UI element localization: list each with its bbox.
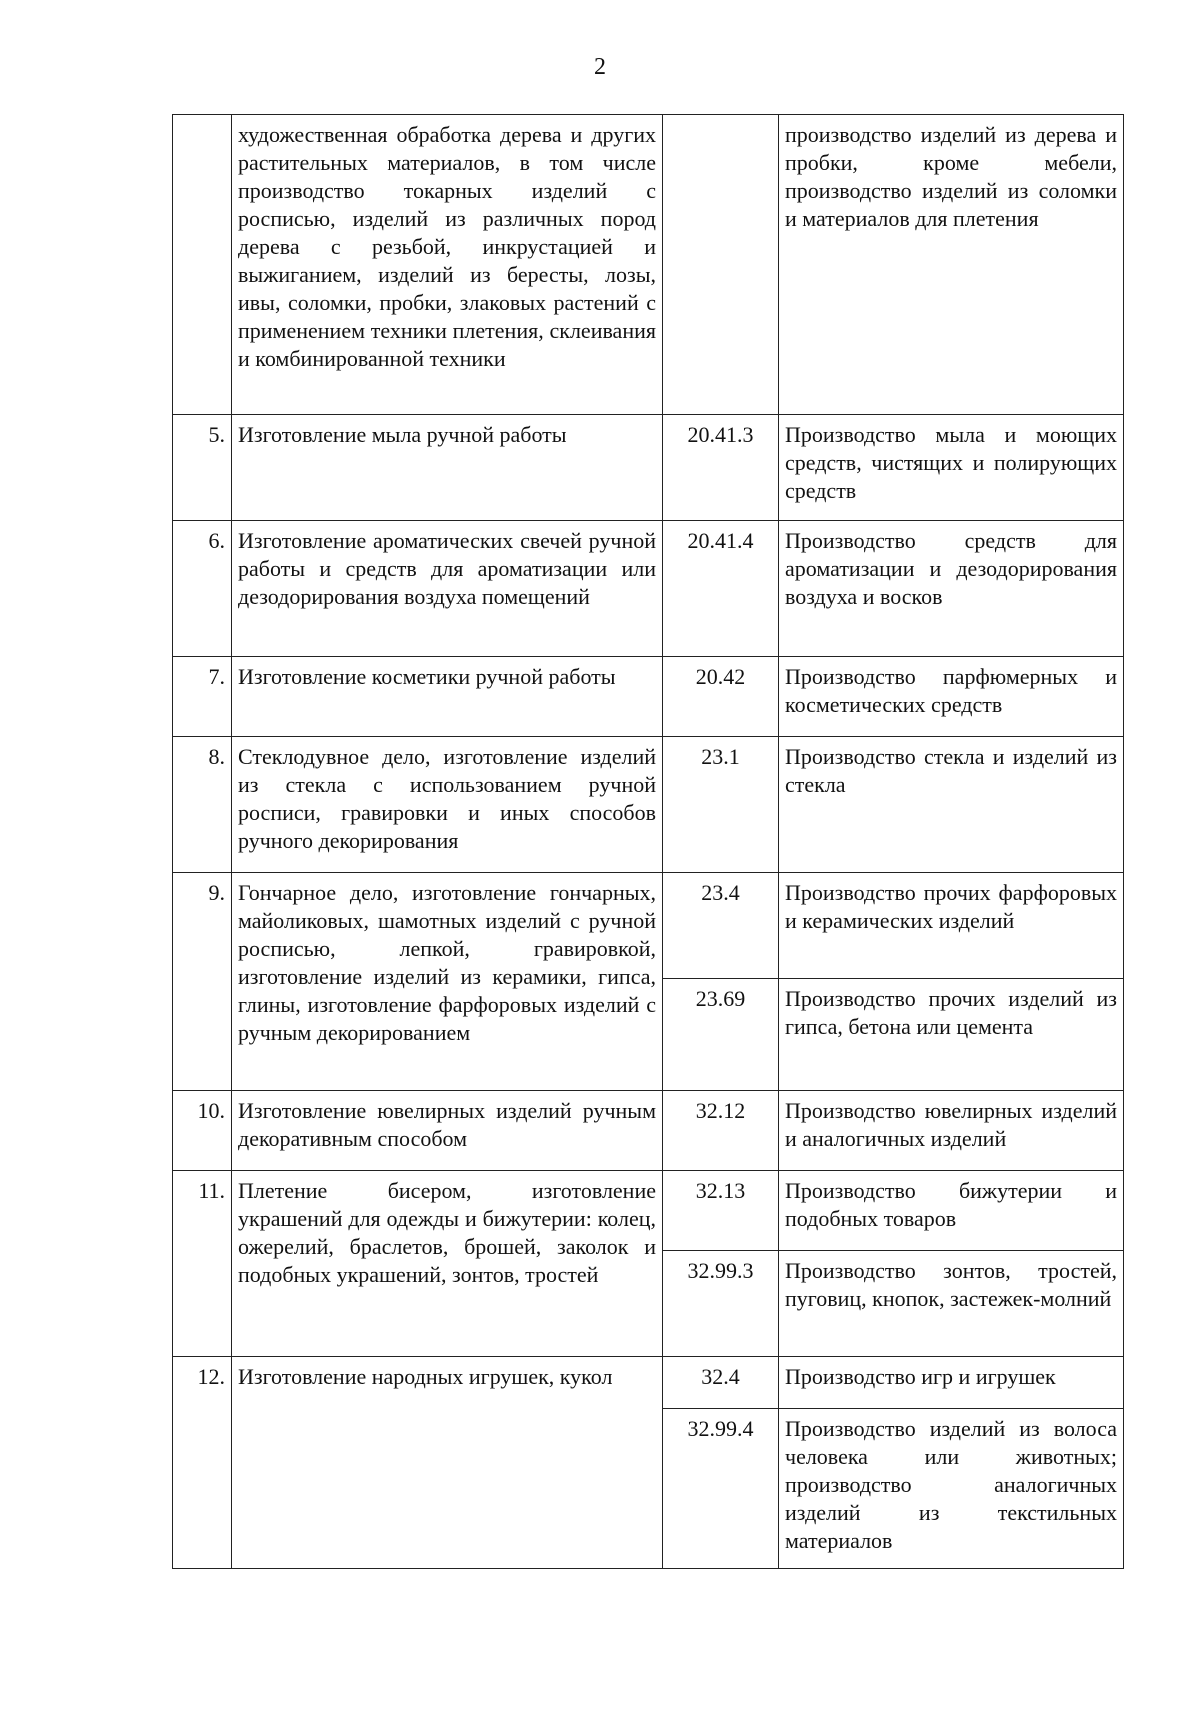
activity-name: Изготовление мыла ручной работы: [232, 415, 663, 521]
okved-code: 20.42: [663, 657, 779, 737]
activity-name: Изготовление ювелирных изделий ручным декоративным способом: [232, 1091, 663, 1171]
okved-description: Производство прочих изделий из гипса, бетона или цемента: [779, 979, 1124, 1091]
row-number: 7.: [173, 657, 232, 737]
activities-table: [172, 114, 1124, 1569]
okved-description: Производство парфюмерных и косметических средств: [779, 657, 1124, 737]
okved-description: Производство зонтов, тростей, пуговиц, кнопок, застежек-молний: [779, 1251, 1124, 1357]
activity-name: Плетение бисером, изготовление украшений для одежды и бижутерии: колец, ожерелий, браслетов, брошей, заколок и подобных украшений, зонтов, тростей: [232, 1171, 663, 1357]
okved-code: [663, 115, 779, 415]
activity-name: Изготовление косметики ручной работы: [232, 657, 663, 737]
table-row: [173, 1171, 1124, 1251]
table-row: [173, 115, 1124, 415]
row-number: 12.: [173, 1357, 232, 1569]
okved-description: Производство бижутерии и подобных товаров: [779, 1171, 1124, 1251]
activity-name: художественная обработка дерева и других растительных материалов, в том числе производство токарных изделий с росписью, изделий из различных пород дерева с резьбой, инкрустацией и выжиганием, изделий из бересты, лозы, ивы, соломки, пробки, злаковых растений с применением техники плетения, склеивания и комбинированной техники: [232, 115, 663, 415]
activity-name: Гончарное дело, изготовление гончарных, майоликовых, шамотных изделий с ручной росписью, лепкой, гравировкой, изготовление изделий из керамики, гипса, глины, изготовление фарфоровых изделий с ручным декорированием: [232, 873, 663, 1091]
okved-code: 23.1: [663, 737, 779, 873]
table-row: [173, 415, 1124, 521]
okved-code: 32.4: [663, 1357, 779, 1409]
okved-code: 23.69: [663, 979, 779, 1091]
okved-description: Производство ювелирных изделий и аналогичных изделий: [779, 1091, 1124, 1171]
okved-description: производство изделий из дерева и пробки, кроме мебели, производство изделий из соломки и материалов для плетения: [779, 115, 1124, 415]
row-number: 8.: [173, 737, 232, 873]
row-number: 11.: [173, 1171, 232, 1357]
page-number: 2: [594, 54, 606, 80]
activity-name: Стеклодувное дело, изготовление изделий из стекла с использованием ручной росписи, гравировки и иных способов ручного декорирования: [232, 737, 663, 873]
okved-description: Производство игр и игрушек: [779, 1357, 1124, 1409]
row-number: [173, 115, 232, 415]
okved-code: 20.41.3: [663, 415, 779, 521]
okved-code: 32.99.4: [663, 1409, 779, 1569]
table-row: [173, 873, 1124, 979]
okved-description: Производство средств для ароматизации и дезодорирования воздуха и восков: [779, 521, 1124, 657]
activity-name: Изготовление ароматических свечей ручной работы и средств для ароматизации или дезодорирования воздуха помещений: [232, 521, 663, 657]
row-number: 10.: [173, 1091, 232, 1171]
okved-code: 23.4: [663, 873, 779, 979]
table-row: [173, 1091, 1124, 1171]
table-row: [173, 737, 1124, 873]
row-number: 5.: [173, 415, 232, 521]
activity-name: Изготовление народных игрушек, кукол: [232, 1357, 663, 1569]
table-row: [173, 657, 1124, 737]
okved-code: 32.13: [663, 1171, 779, 1251]
okved-code: 20.41.4: [663, 521, 779, 657]
table-row: [173, 521, 1124, 657]
okved-description: Производство стекла и изделий из стекла: [779, 737, 1124, 873]
row-number: 6.: [173, 521, 232, 657]
okved-code: 32.12: [663, 1091, 779, 1171]
table-row: [173, 1357, 1124, 1409]
row-number: 9.: [173, 873, 232, 1091]
okved-description: Производство прочих фарфоровых и керамических изделий: [779, 873, 1124, 979]
okved-description: Производство изделий из волоса человека или животных; производство аналогичных изделий из текстильных материалов: [779, 1409, 1124, 1569]
okved-code: 32.99.3: [663, 1251, 779, 1357]
okved-description: Производство мыла и моющих средств, чистящих и полирующих средств: [779, 415, 1124, 521]
